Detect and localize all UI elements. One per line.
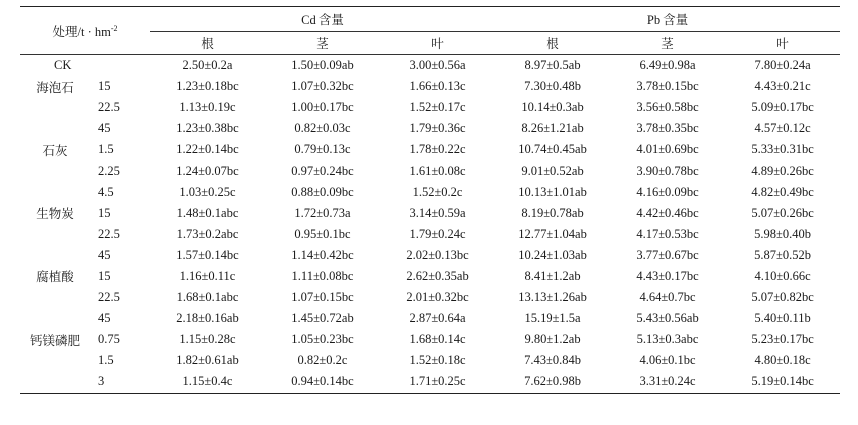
cd-stem-cell: 0.88±0.09bc bbox=[291, 184, 354, 199]
table-row bbox=[20, 245, 840, 266]
cd-leaf-cell: 2.62±0.35ab bbox=[406, 268, 469, 283]
cd-group-header: Cd 含量 bbox=[150, 7, 495, 32]
pb-leaf-cell: 5.33±0.31bc bbox=[751, 142, 814, 157]
pb-leaf-cell: 4.89±0.26bc bbox=[751, 163, 814, 178]
table-row bbox=[20, 329, 840, 350]
data-table bbox=[20, 6, 840, 394]
pb-leaf-cell: 4.82±0.49bc bbox=[751, 184, 814, 199]
cd-stem-cell: 1.50±0.09ab bbox=[291, 58, 354, 73]
pb-root-cell: 8.97±0.5ab bbox=[524, 58, 581, 73]
cd-leaf-cell: 1.79±0.24c bbox=[409, 226, 466, 241]
cd-leaf-cell: 2.87±0.64a bbox=[409, 311, 466, 326]
treatment-group bbox=[20, 97, 90, 118]
cd-leaf-cell: 1.52±0.2c bbox=[412, 184, 463, 199]
pb-stem-cell: 3.78±0.35bc bbox=[636, 121, 699, 136]
pb-leaf-cell: 5.19±0.14bc bbox=[725, 371, 840, 393]
application-rate: 45 bbox=[98, 247, 111, 262]
application-rate: 2.25 bbox=[98, 163, 120, 178]
pb-root-cell: 8.41±1.2ab bbox=[524, 268, 581, 283]
table-row bbox=[20, 160, 840, 181]
pb-col-leaf: 叶 bbox=[725, 32, 840, 55]
table-row bbox=[20, 203, 840, 224]
table-row bbox=[20, 76, 840, 97]
application-rate: 15 bbox=[98, 205, 111, 220]
cd-stem-cell: 1.14±0.42bc bbox=[291, 247, 354, 262]
treatment-header-text: 处理/t · hm bbox=[52, 24, 111, 39]
cd-col-root: 根 bbox=[150, 32, 265, 55]
cd-root-cell: 1.22±0.14bc bbox=[176, 142, 239, 157]
application-rate: 1.5 bbox=[98, 353, 114, 368]
treatment-group bbox=[20, 371, 90, 393]
cd-stem-cell: 1.45±0.72ab bbox=[291, 311, 354, 326]
cd-root-cell: 1.16±0.11c bbox=[179, 268, 236, 283]
table-row bbox=[20, 350, 840, 371]
cd-leaf-cell: 1.71±0.25c bbox=[380, 371, 495, 393]
table-row bbox=[20, 97, 840, 118]
cd-root-cell: 1.15±0.4c bbox=[150, 371, 265, 393]
treatment-group bbox=[20, 308, 90, 329]
pb-root-cell: 7.30±0.48b bbox=[524, 79, 581, 94]
table-row bbox=[20, 371, 840, 393]
application-rate: 15 bbox=[98, 268, 111, 283]
cd-stem-cell: 0.94±0.14bc bbox=[265, 371, 380, 393]
application-rate: 45 bbox=[98, 311, 111, 326]
pb-root-cell: 8.26±1.21ab bbox=[521, 121, 584, 136]
cd-leaf-cell: 2.01±0.32bc bbox=[406, 290, 469, 305]
pb-leaf-cell: 5.07±0.82bc bbox=[751, 290, 814, 305]
table-row bbox=[20, 224, 840, 245]
application-rate: 15 bbox=[98, 79, 111, 94]
pb-leaf-cell: 5.07±0.26bc bbox=[751, 205, 814, 220]
pb-root-cell: 10.13±1.01ab bbox=[518, 184, 587, 199]
pb-stem-cell: 4.64±0.7bc bbox=[639, 290, 696, 305]
treatment-header-sup: -2 bbox=[110, 23, 118, 33]
application-rate: 22.5 bbox=[98, 100, 120, 115]
pb-leaf-cell: 5.09±0.17bc bbox=[751, 100, 814, 115]
pb-stem-cell: 4.42±0.46bc bbox=[636, 205, 699, 220]
cd-stem-cell: 1.00±0.17bc bbox=[291, 100, 354, 115]
cd-root-cell: 1.73±0.2abc bbox=[176, 226, 239, 241]
pb-group-header: Pb 含量 bbox=[495, 7, 840, 32]
cd-root-cell: 1.68±0.1abc bbox=[176, 290, 239, 305]
cd-root-cell: 1.82±0.61ab bbox=[176, 353, 239, 368]
cd-leaf-cell: 1.79±0.36c bbox=[409, 121, 466, 136]
pb-leaf-cell: 4.43±0.21c bbox=[754, 79, 811, 94]
pb-stem-cell: 4.43±0.17bc bbox=[636, 268, 699, 283]
treatment-header bbox=[20, 7, 150, 55]
table-row bbox=[20, 308, 840, 329]
cd-col-leaf: 叶 bbox=[380, 32, 495, 55]
pb-stem-cell: 4.16±0.09bc bbox=[636, 184, 699, 199]
pb-leaf-cell: 7.80±0.24a bbox=[754, 58, 811, 73]
cd-leaf-cell: 1.78±0.22c bbox=[409, 142, 466, 157]
cd-root-cell: 1.15±0.28c bbox=[179, 332, 236, 347]
cd-root-cell: 1.03±0.25c bbox=[179, 184, 236, 199]
cd-root-cell: 2.18±0.16ab bbox=[176, 311, 239, 326]
cd-stem-cell: 0.97±0.24bc bbox=[291, 163, 354, 178]
pb-stem-cell: 5.13±0.3abc bbox=[636, 332, 699, 347]
table-row bbox=[20, 182, 840, 203]
treatment-group bbox=[20, 160, 90, 181]
pb-leaf-cell: 5.40±0.11b bbox=[754, 311, 811, 326]
table-row bbox=[20, 55, 840, 77]
application-rate: 0.75 bbox=[98, 332, 120, 347]
cd-root-cell: 1.23±0.18bc bbox=[176, 79, 239, 94]
pb-stem-cell: 5.43±0.56ab bbox=[636, 311, 699, 326]
pb-root-cell: 10.74±0.45ab bbox=[518, 142, 587, 157]
pb-root-cell: 15.19±1.5a bbox=[524, 311, 581, 326]
treatment-group bbox=[20, 182, 90, 203]
pb-root-cell: 7.43±0.84b bbox=[524, 353, 581, 368]
pb-col-stem: 茎 bbox=[610, 32, 725, 55]
cd-root-cell: 1.23±0.38bc bbox=[176, 121, 239, 136]
cd-stem-cell: 0.82±0.03c bbox=[294, 121, 351, 136]
pb-stem-cell: 3.31±0.24c bbox=[610, 371, 725, 393]
treatment-group: 石灰 bbox=[42, 143, 68, 158]
cd-stem-cell: 1.11±0.08bc bbox=[291, 268, 354, 283]
treatment-group bbox=[20, 287, 90, 308]
pb-leaf-cell: 5.23±0.17bc bbox=[751, 332, 814, 347]
treatment-group bbox=[20, 224, 90, 245]
treatment-group bbox=[20, 118, 90, 139]
pb-root-cell: 10.14±0.3ab bbox=[521, 100, 584, 115]
application-rate: 22.5 bbox=[98, 226, 120, 241]
treatment-group: 钙镁磷肥 bbox=[29, 333, 80, 348]
pb-leaf-cell: 5.87±0.52b bbox=[754, 247, 811, 262]
application-rate: 4.5 bbox=[98, 184, 114, 199]
table-row bbox=[20, 118, 840, 139]
pb-root-cell: 10.24±1.03ab bbox=[518, 247, 587, 262]
pb-stem-cell: 3.77±0.67bc bbox=[636, 247, 699, 262]
table-row bbox=[20, 139, 840, 160]
table-row bbox=[20, 287, 840, 308]
pb-col-root: 根 bbox=[495, 32, 610, 55]
pb-root-cell: 9.01±0.52ab bbox=[521, 163, 584, 178]
pb-stem-cell: 4.06±0.1bc bbox=[639, 353, 696, 368]
pb-leaf-cell: 4.57±0.12c bbox=[754, 121, 811, 136]
application-rate: 45 bbox=[98, 121, 111, 136]
cd-stem-cell: 0.95±0.1bc bbox=[294, 226, 351, 241]
cd-root-cell: 1.48±0.1abc bbox=[176, 205, 239, 220]
pb-root-cell: 12.77±1.04ab bbox=[518, 226, 587, 241]
cd-leaf-cell: 1.52±0.18c bbox=[409, 353, 466, 368]
pb-root-cell: 8.19±0.78ab bbox=[521, 205, 584, 220]
cd-col-stem: 茎 bbox=[265, 32, 380, 55]
treatment-group bbox=[20, 245, 90, 266]
cd-stem-cell: 0.79±0.13c bbox=[294, 142, 351, 157]
application-rate: 1.5 bbox=[98, 142, 114, 157]
pb-root-cell: 13.13±1.26ab bbox=[518, 290, 587, 305]
cd-leaf-cell: 1.68±0.14c bbox=[409, 332, 466, 347]
cd-root-cell: 1.24±0.07bc bbox=[176, 163, 239, 178]
cd-leaf-cell: 3.00±0.56a bbox=[409, 58, 466, 73]
pb-root-cell: 7.62±0.98b bbox=[495, 371, 610, 393]
cd-leaf-cell: 1.52±0.17c bbox=[409, 100, 466, 115]
application-rate: 22.5 bbox=[98, 290, 120, 305]
pb-stem-cell: 4.01±0.69bc bbox=[636, 142, 699, 157]
pb-stem-cell: 3.78±0.15bc bbox=[636, 79, 699, 94]
cd-stem-cell: 1.07±0.15bc bbox=[291, 290, 354, 305]
treatment-group: 海泡石 bbox=[36, 80, 74, 95]
cd-leaf-cell: 2.02±0.13bc bbox=[406, 247, 469, 262]
pb-stem-cell: 3.56±0.58bc bbox=[636, 100, 699, 115]
treatment-group bbox=[20, 350, 90, 371]
pb-stem-cell: 4.17±0.53bc bbox=[636, 226, 699, 241]
pb-stem-cell: 3.90±0.78bc bbox=[636, 163, 699, 178]
cd-leaf-cell: 1.61±0.08c bbox=[409, 163, 466, 178]
pb-leaf-cell: 5.98±0.40b bbox=[754, 226, 811, 241]
cd-root-cell: 1.57±0.14bc bbox=[176, 247, 239, 262]
pb-leaf-cell: 4.80±0.18c bbox=[754, 353, 811, 368]
pb-root-cell: 9.80±1.2ab bbox=[524, 332, 581, 347]
pb-leaf-cell: 4.10±0.66c bbox=[754, 268, 811, 283]
cd-stem-cell: 1.72±0.73a bbox=[294, 205, 351, 220]
cd-leaf-cell: 1.66±0.13c bbox=[409, 79, 466, 94]
pb-stem-cell: 6.49±0.98a bbox=[639, 58, 696, 73]
cd-stem-cell: 1.05±0.23bc bbox=[291, 332, 354, 347]
cd-root-cell: 1.13±0.19c bbox=[179, 100, 236, 115]
cd-leaf-cell: 3.14±0.59a bbox=[409, 205, 466, 220]
application-rate: 3 bbox=[90, 371, 150, 393]
cd-root-cell: 2.50±0.2a bbox=[182, 58, 233, 73]
table-body bbox=[20, 55, 840, 394]
treatment-group: 生物炭 bbox=[36, 207, 74, 222]
cd-stem-cell: 0.82±0.2c bbox=[297, 353, 348, 368]
cd-stem-cell: 1.07±0.32bc bbox=[291, 79, 354, 94]
treatment-group: CK bbox=[54, 58, 72, 73]
table-header bbox=[20, 7, 840, 55]
treatment-group: 腐植酸 bbox=[36, 270, 74, 285]
table-row bbox=[20, 266, 840, 287]
